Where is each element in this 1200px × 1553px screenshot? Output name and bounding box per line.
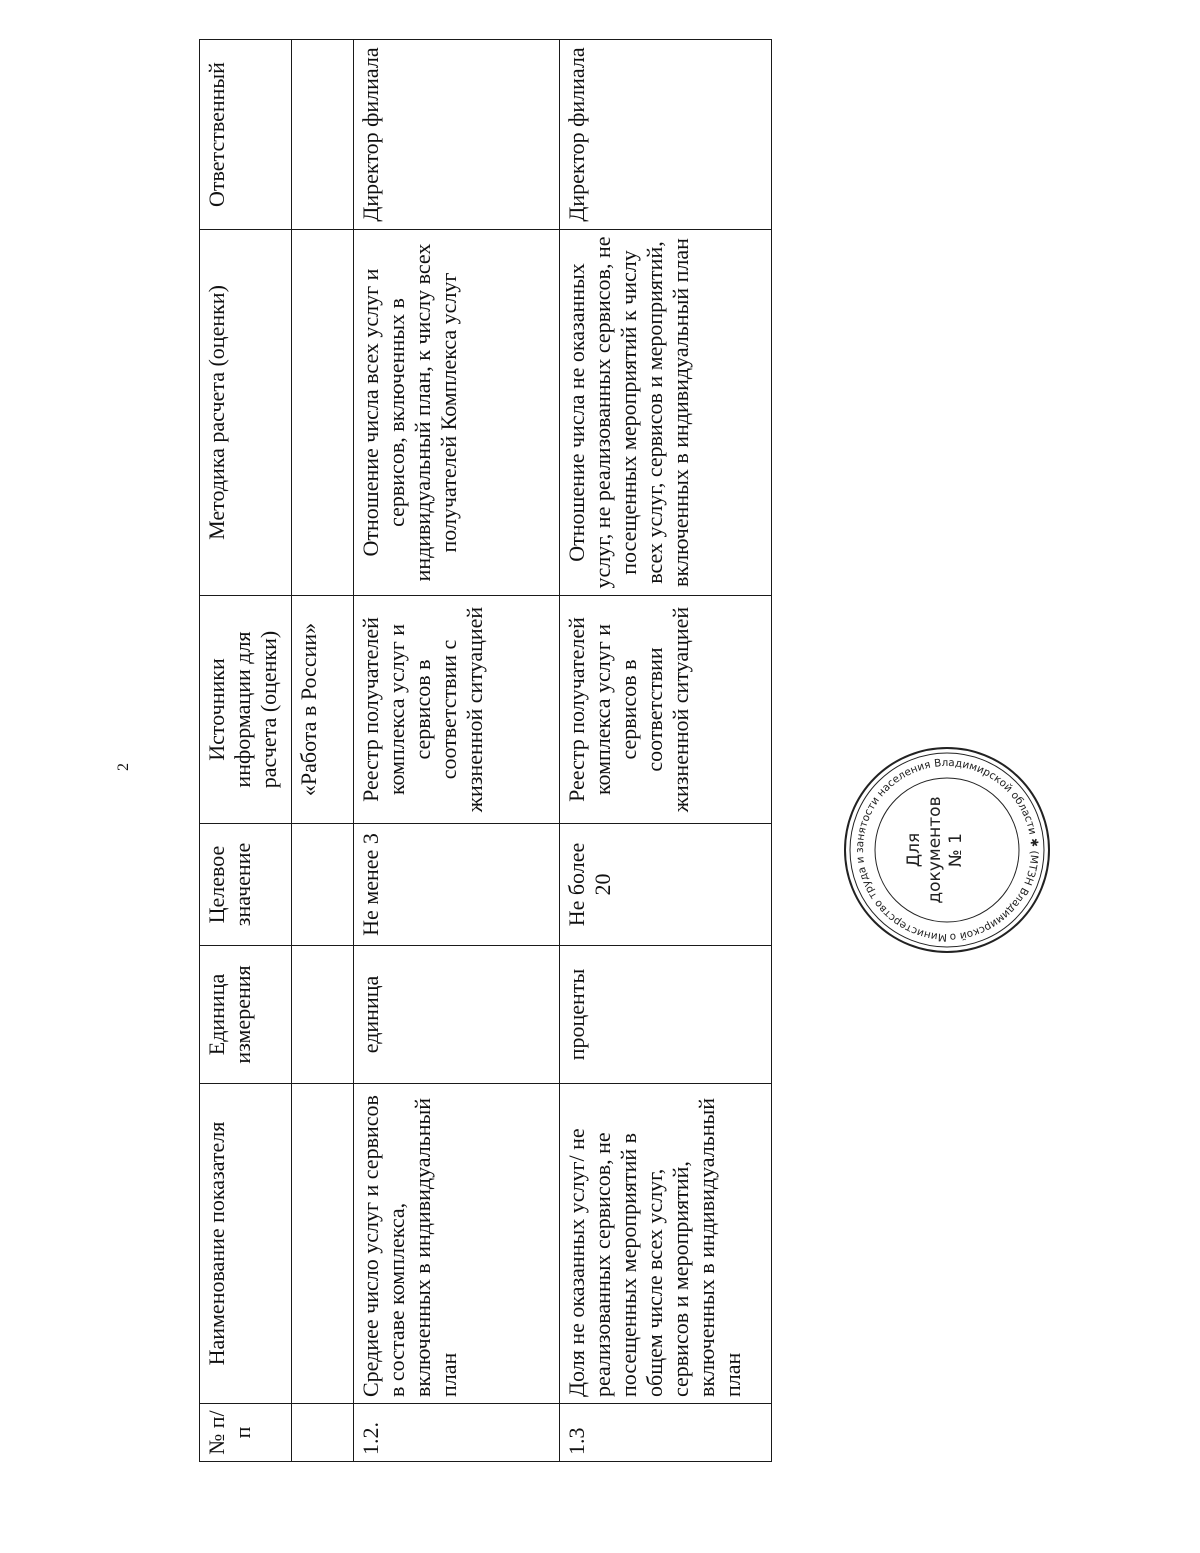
table-cell-source: Реестр получателей комплекса услуг и сервисов в соответствии жизненной ситуацией — [560, 596, 772, 824]
table-header-row — [200, 40, 292, 1462]
stamp-line-1: Для — [904, 832, 924, 868]
header-target: Целевое значение — [200, 824, 292, 946]
table-cell-source: Реестр получателей комплекса услуг и сервисов в соответствии с жизненной ситуацией — [354, 596, 560, 824]
table-cell-num: 1.3 — [560, 1404, 772, 1462]
official-stamp — [842, 745, 1052, 955]
page-number: 2 — [115, 763, 132, 771]
table-cell — [292, 824, 354, 946]
header-unit: Единица измерения — [200, 946, 292, 1084]
table-cell — [292, 230, 354, 596]
table-cell-source: «Работа в России» — [292, 596, 354, 824]
table-cell-responsible: Директор филиала — [560, 40, 772, 230]
header-responsible: Ответственный — [200, 40, 292, 230]
table-cell — [292, 1084, 354, 1404]
table-row — [354, 40, 560, 1462]
table-cell-target: Не более 20 — [560, 824, 772, 946]
table-cell — [292, 946, 354, 1084]
table-cell-unit: единица — [354, 946, 560, 1084]
table-row — [560, 40, 772, 1462]
header-source: Источники информации для расчета (оценки) — [200, 596, 292, 824]
header-num: № п/п — [200, 1404, 292, 1462]
table-cell-method: Отношение числа не оказанных услуг, не реализованных сервисов, не посещенных мероприятий к числу всех услуг, сервисов и мероприятий, включенных в индивидуальный план — [560, 230, 772, 596]
header-method: Методика расчета (оценки) — [200, 230, 292, 596]
table-cell-unit: проценты — [560, 946, 772, 1084]
table-cell-method: Отношение числа всех услуг и сервисов, включенных в индивидуальный план, к числу всех получателей Комплекса услуг — [354, 230, 560, 596]
indicators-table-container — [199, 40, 771, 1462]
table-row — [292, 40, 354, 1462]
table-cell-name: Доля не оказанных услуг/ не реализованных сервисов, не посещенных мероприятий в общем числе всех услуг, сервисов и мероприятий, включенных в индивидуальный план — [560, 1084, 772, 1404]
stamp-line-3: № 1 — [946, 833, 966, 867]
table-cell — [292, 40, 354, 230]
stamp-ring-text: Министерство труда и занятости населения Владимирской области ✱ (МТЗН Владимирской о — [853, 756, 1041, 944]
table-cell-name: Средиее число услуг и сервисов в составе комплекса, включенных в индивидуальный план — [354, 1084, 560, 1404]
table-cell-target: Не менее 3 — [354, 824, 560, 946]
table-cell — [292, 1404, 354, 1462]
table-cell-num: 1.2. — [354, 1404, 560, 1462]
stamp-center-text — [904, 745, 967, 955]
indicators-table — [199, 39, 772, 1462]
stamp-line-2: документов — [925, 796, 945, 904]
header-indicator-name: Наименование показателя — [200, 1084, 292, 1404]
table-cell-responsible: Директор филиала — [354, 40, 560, 230]
